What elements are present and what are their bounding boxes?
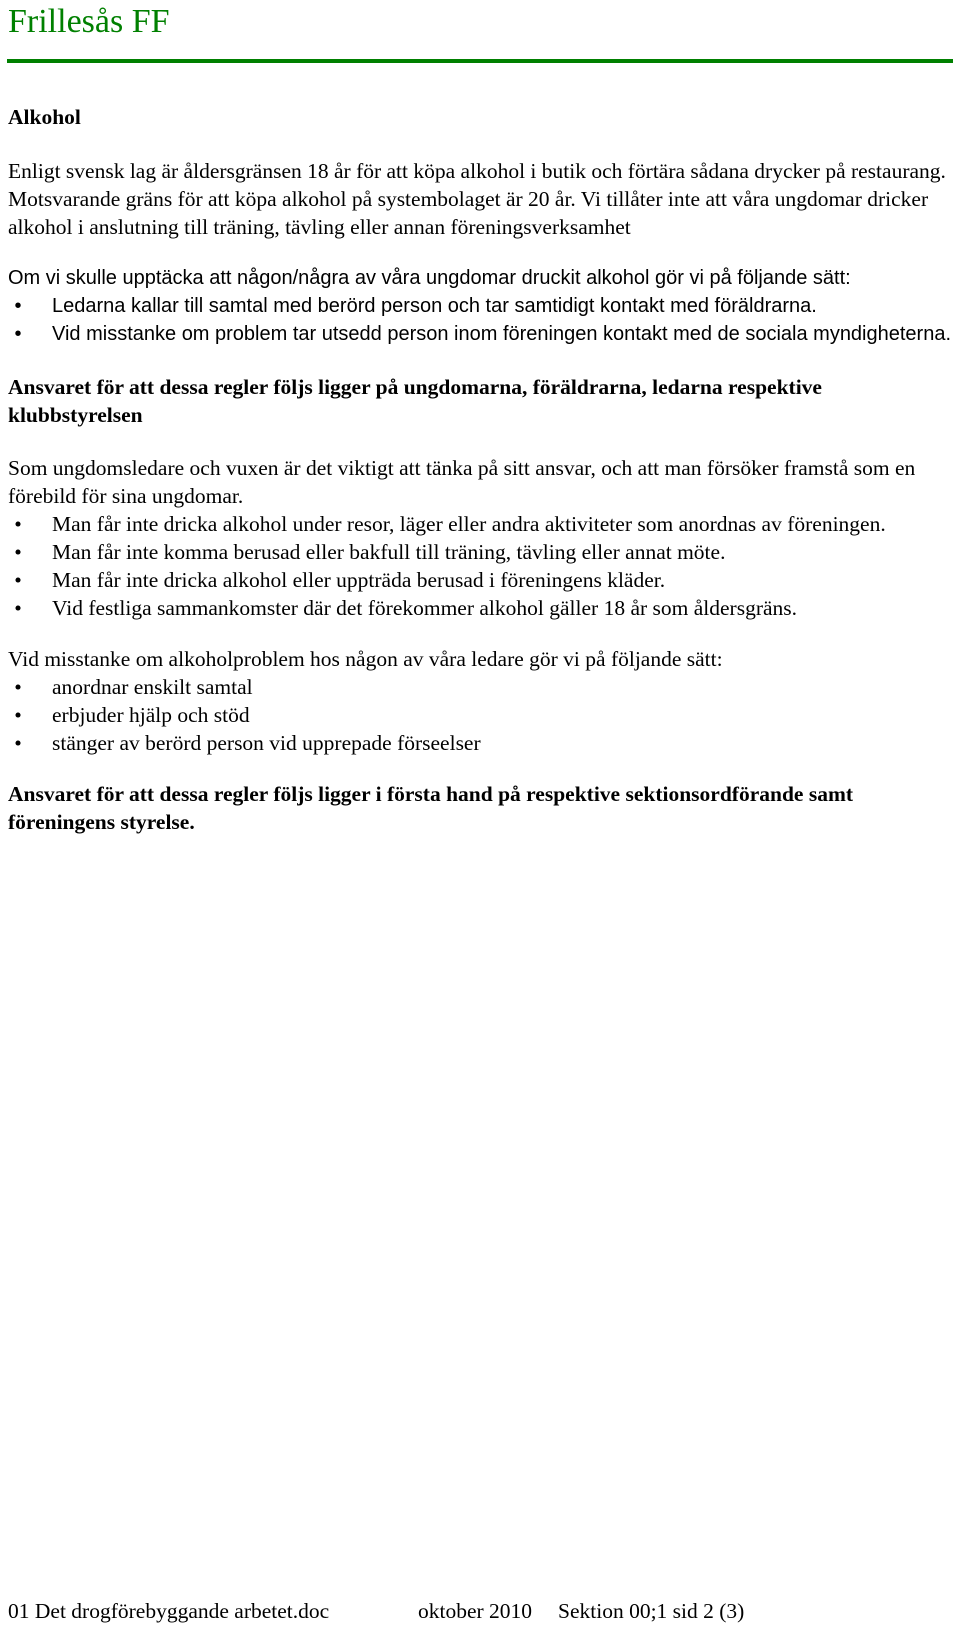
list-item-text: erbjuder hjälp och stöd [52, 703, 250, 727]
list-item-text: Ledarna kallar till samtal med berörd person och tar samtidigt kontakt med föräldrarna. [52, 295, 817, 317]
footer-filename: 01 Det drogförebyggande arbetet.doc [8, 1599, 330, 1623]
list-item [8, 594, 954, 622]
list-item-text: stänger av berörd person vid upprepade förseelser [52, 731, 481, 755]
list-item [8, 292, 954, 320]
list-item-text: Man får inte dricka alkohol under resor, läger eller andra aktiviteter som anordnas av föreningen. [52, 512, 886, 536]
leader-responsibility-statement: Ansvaret för att dessa regler följs ligger i första hand på respektive sektionsordförande samt föreningens styrelse. [8, 782, 854, 834]
bullet-icon: • [14, 512, 22, 536]
list-item [8, 510, 954, 538]
list-item [8, 701, 954, 729]
bullet-icon: • [14, 323, 22, 345]
list-item [8, 729, 954, 757]
bullet-icon: • [14, 596, 22, 620]
leader-procedure-intro: Vid misstanke om alkoholproblem hos någon av våra ledare gör vi på följande sätt: [8, 647, 723, 671]
list-item-text: Man får inte komma berusad eller bakfull till träning, tävling eller annat möte. [52, 540, 726, 564]
bullet-icon: • [14, 568, 22, 592]
list-item-text: Man får inte dricka alkohol eller uppträda berusad i föreningens kläder. [52, 568, 666, 592]
list-item-text: Vid festliga sammankomster där det förekommer alkohol gäller 18 år som åldersgräns. [52, 596, 798, 620]
footer-date: oktober 2010 [418, 1599, 533, 1623]
youth-procedure-list [8, 292, 954, 348]
list-item [8, 320, 954, 348]
leader-paragraph: Som ungdomsledare och vuxen är det viktigt att tänka på sitt ansvar, och att man försöker framstå som en förebild för sina ungdomar. [8, 456, 916, 508]
bullet-icon: • [14, 703, 22, 727]
youth-responsibility-statement: Ansvaret för att dessa regler följs ligger på ungdomarna, föräldrarna, ledarna respektive klubbstyrelsen [8, 375, 822, 427]
list-item-text: Vid misstanke om problem tar utsedd person inom föreningen kontakt med de sociala myndigheterna. [52, 323, 952, 345]
list-item [8, 566, 954, 594]
bullet-icon: • [14, 731, 22, 755]
document-body [8, 100, 954, 836]
leader-procedure-list [8, 673, 954, 757]
header-divider [7, 59, 953, 63]
footer-section-page: Sektion 00;1 sid 2 (3) [558, 1599, 745, 1623]
list-item [8, 538, 954, 566]
leader-rules-list [8, 510, 954, 622]
youth-procedure-intro: Om vi skulle upptäcka att någon/några av våra ungdomar druckit alkohol gör vi på följande sätt: [8, 267, 851, 289]
bullet-icon: • [14, 295, 22, 317]
intro-paragraph: Enligt svensk lag är åldersgränsen 18 år för att köpa alkohol i butik och förtära sådana drycker på restaurang. Motsvarande gräns för att köpa alkohol på systembolaget är 20 år. Vi tillåter inte att våra ungdomar dricker alkohol i anslutning till träning, tävling eller annan föreningsverksamhet [8, 159, 946, 239]
bullet-icon: • [14, 675, 22, 699]
org-title: Frillesås FF [8, 3, 170, 40]
bullet-icon: • [14, 540, 22, 564]
list-item [8, 673, 954, 701]
section-title: Alkohol [8, 105, 81, 129]
list-item-text: anordnar enskilt samtal [52, 675, 253, 699]
